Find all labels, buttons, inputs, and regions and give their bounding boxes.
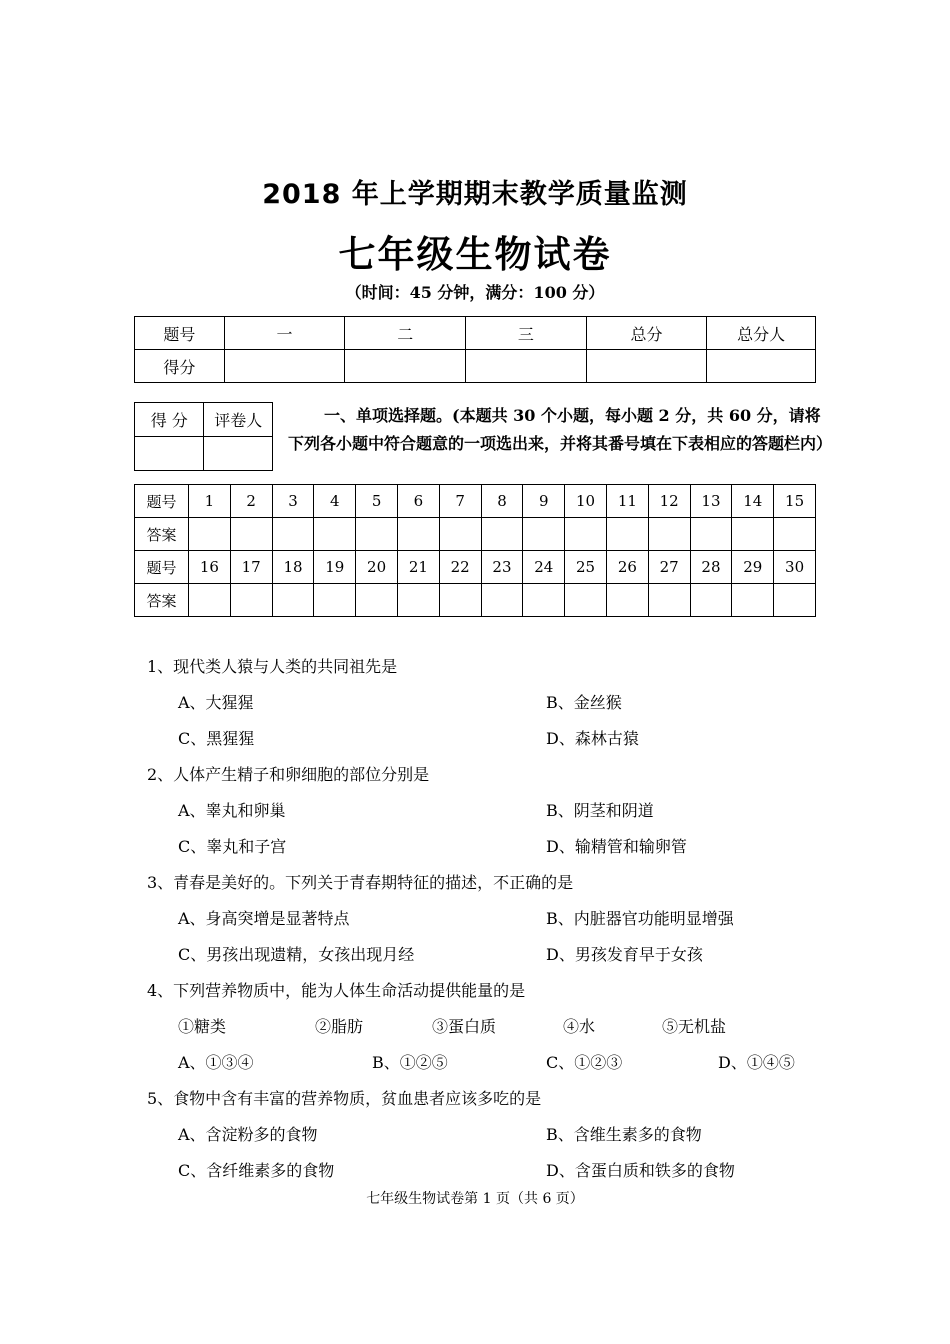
- question-number-cell: 5: [356, 485, 398, 518]
- question-number-cell: 17: [230, 551, 272, 584]
- option-a: A、大猩猩: [178, 693, 254, 712]
- answer-cell: [648, 584, 690, 617]
- score-table-header-row: [135, 317, 816, 350]
- score-row-label: 得分: [135, 350, 225, 383]
- answer-cell: [356, 518, 398, 551]
- option-b: B、金丝猴: [546, 693, 622, 712]
- answer-cell: [397, 584, 439, 617]
- question-number-cell: 24: [523, 551, 565, 584]
- option-b: B、内脏器官功能明显增强: [546, 909, 734, 928]
- score-cell: [345, 350, 466, 383]
- answer-cell: [272, 584, 314, 617]
- question-stem: 1、现代类人猿与人类的共同祖先是: [147, 657, 398, 676]
- answer-cell: [189, 584, 231, 617]
- question-number-cell: 14: [732, 485, 774, 518]
- question-number-cell: 28: [690, 551, 732, 584]
- answer-ans-label: 答案: [135, 584, 189, 617]
- question-number-cell: 20: [356, 551, 398, 584]
- grader-score-cell: [135, 437, 204, 471]
- answer-cell: [523, 584, 565, 617]
- question-number-cell: 25: [565, 551, 607, 584]
- score-header-cell: 一: [224, 317, 345, 350]
- question-number-cell: 9: [523, 485, 565, 518]
- answer-cell: [314, 518, 356, 551]
- question-number-cell: 3: [272, 485, 314, 518]
- exam-subtitle: 七年级生物试卷: [338, 232, 612, 276]
- question-number-cell: 19: [314, 551, 356, 584]
- answer-cell: [523, 518, 565, 551]
- question-stem: 2、人体产生精子和卵细胞的部位分别是: [147, 765, 430, 784]
- option-d: D、含蛋白质和铁多的食物: [546, 1161, 735, 1180]
- option-b: B、阴茎和阴道: [546, 801, 654, 820]
- option-c: C、含纤维素多的食物: [178, 1161, 335, 1180]
- option-c: C、男孩出现遗精，女孩出现月经: [178, 945, 415, 964]
- option-b: B、①②⑤: [372, 1053, 448, 1072]
- score-header-cell: 三: [466, 317, 587, 350]
- question-number-cell: 13: [690, 485, 732, 518]
- answer-cell: [356, 584, 398, 617]
- answer-cell: [648, 518, 690, 551]
- item-4: ④水: [563, 1017, 596, 1036]
- question-number-cell: 11: [606, 485, 648, 518]
- question-number-cell: 16: [189, 551, 231, 584]
- question-number-cell: 29: [732, 551, 774, 584]
- option-d: D、输精管和输卵管: [546, 837, 687, 856]
- question-number-cell: 30: [774, 551, 816, 584]
- answer-row: [135, 518, 816, 551]
- score-header-cell: 总分人: [707, 317, 816, 350]
- option-d: D、男孩发育早于女孩: [546, 945, 703, 964]
- answer-cell: [606, 518, 648, 551]
- answer-number-row: [135, 551, 816, 584]
- answer-cell: [230, 518, 272, 551]
- question-number-cell: 10: [565, 485, 607, 518]
- option-d: D、森林古猿: [546, 729, 639, 748]
- option-d: D、①④⑤: [718, 1053, 795, 1072]
- score-table: [134, 316, 816, 383]
- section-instructions: 一、单项选择题。(本题共 30 个小题，每小题 2 分，共 60 分，请将下列各小题中符合题意的一项选出来，并将其番号填在下表相应的答题栏内）: [288, 406, 833, 453]
- answer-cell: [439, 518, 481, 551]
- question-number-cell: 12: [648, 485, 690, 518]
- answer-cell: [774, 584, 816, 617]
- answer-cell: [230, 584, 272, 617]
- item-5: ⑤无机盐: [662, 1017, 727, 1036]
- question-stem: 5、食物中含有丰富的营养物质，贫血患者应该多吃的是: [147, 1089, 542, 1108]
- answer-cell: [397, 518, 439, 551]
- score-cell: [224, 350, 345, 383]
- score-table-row: [135, 350, 816, 383]
- question-number-cell: 23: [481, 551, 523, 584]
- answer-cell: [690, 584, 732, 617]
- question-number-cell: 8: [481, 485, 523, 518]
- score-header-cell: 总分: [586, 317, 707, 350]
- answer-num-label: 题号: [135, 485, 189, 518]
- score-header-cell: 二: [345, 317, 466, 350]
- question-number-cell: 27: [648, 551, 690, 584]
- grader-score-label: 得 分: [135, 403, 204, 437]
- item-1: ①糖类: [178, 1017, 227, 1036]
- answer-table: [134, 484, 816, 617]
- grader-name-label: 评卷人: [204, 403, 273, 437]
- option-a: A、①③④: [178, 1053, 254, 1072]
- item-3: ③蛋白质: [432, 1017, 497, 1036]
- question-number-cell: 21: [397, 551, 439, 584]
- answer-cell: [439, 584, 481, 617]
- question-stem: 4、下列营养物质中，能为人体生命活动提供能量的是: [147, 981, 526, 1000]
- answer-cell: [481, 518, 523, 551]
- question-number-cell: 26: [606, 551, 648, 584]
- score-cell: [586, 350, 707, 383]
- question-number-cell: 1: [189, 485, 231, 518]
- answer-cell: [732, 584, 774, 617]
- question-number-cell: 6: [397, 485, 439, 518]
- score-cell: [707, 350, 816, 383]
- option-c: C、①②③: [546, 1053, 623, 1072]
- question-stem: 3、青春是美好的。下列关于青春期特征的描述，不正确的是: [147, 873, 574, 892]
- answer-cell: [189, 518, 231, 551]
- score-header-cell: 题号: [135, 317, 225, 350]
- question-number-cell: 15: [774, 485, 816, 518]
- score-cell: [466, 350, 587, 383]
- answer-row: [135, 584, 816, 617]
- answer-cell: [606, 584, 648, 617]
- grader-name-cell: [204, 437, 273, 471]
- question-number-cell: 2: [230, 485, 272, 518]
- item-2: ②脂肪: [315, 1017, 364, 1036]
- answer-number-row: [135, 485, 816, 518]
- answer-cell: [690, 518, 732, 551]
- answer-cell: [732, 518, 774, 551]
- option-a: A、含淀粉多的食物: [178, 1125, 318, 1144]
- answer-cell: [481, 584, 523, 617]
- option-c: C、黑猩猩: [178, 729, 255, 748]
- question-number-cell: 4: [314, 485, 356, 518]
- option-b: B、含维生素多的食物: [546, 1125, 702, 1144]
- answer-cell: [272, 518, 314, 551]
- answer-cell: [565, 584, 607, 617]
- question-number-cell: 18: [272, 551, 314, 584]
- exam-time-info: （时间：45 分钟，满分：100 分）: [345, 283, 605, 302]
- option-c: C、睾丸和子宫: [178, 837, 287, 856]
- question-number-cell: 22: [439, 551, 481, 584]
- answer-ans-label: 答案: [135, 518, 189, 551]
- exam-title: 2018 年上学期期末教学质量监测: [262, 179, 688, 210]
- answer-num-label: 题号: [135, 551, 189, 584]
- answer-cell: [774, 518, 816, 551]
- question-number-cell: 7: [439, 485, 481, 518]
- grader-table: [134, 402, 273, 471]
- option-a: A、身高突增是显著特点: [178, 909, 350, 928]
- page-footer: 七年级生物试卷第 1 页（共 6 页）: [366, 1191, 584, 1207]
- option-a: A、睾丸和卵巢: [178, 801, 286, 820]
- answer-cell: [314, 584, 356, 617]
- answer-cell: [565, 518, 607, 551]
